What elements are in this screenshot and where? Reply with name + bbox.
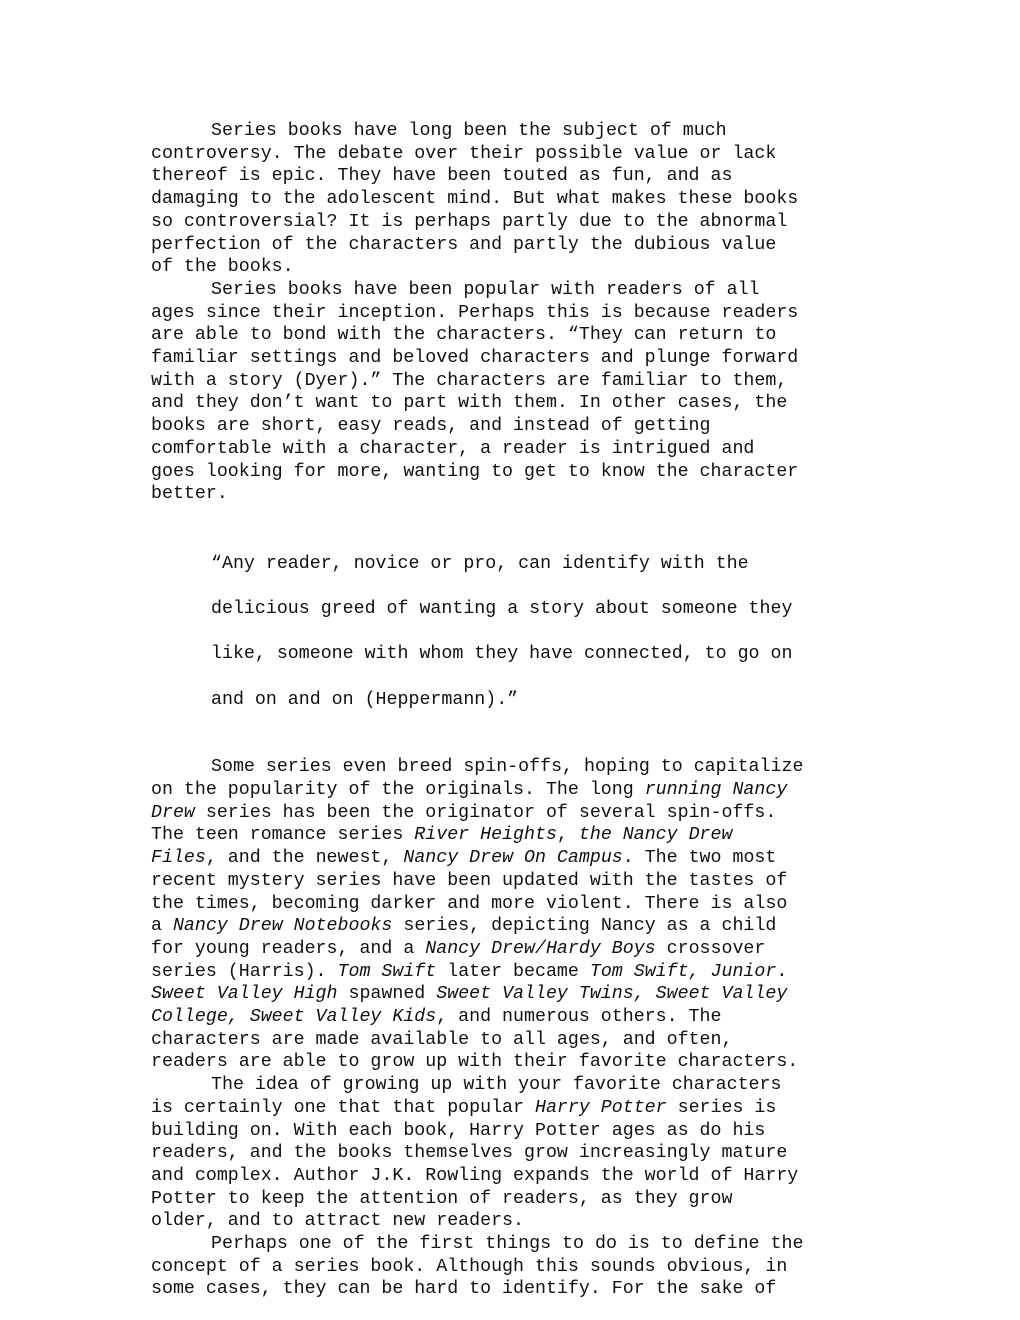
text-run: controversy. The debate over their possible value or lack bbox=[151, 143, 777, 164]
text-run: series, depicting Nancy as a child bbox=[392, 916, 777, 937]
block-quote bbox=[211, 530, 863, 734]
text-run: books are short, easy reads, and instead of getting bbox=[151, 416, 711, 437]
text-run: concept of a series book. Although this sounds obvious, in bbox=[151, 1256, 788, 1277]
text-run: with a story (Dyer).” The characters are familiar to them, bbox=[151, 370, 788, 391]
text-run: goes looking for more, wanting to get to know the character bbox=[151, 461, 799, 482]
text-run: characters are made available to all ages, and often, bbox=[151, 1029, 733, 1050]
text-line bbox=[151, 144, 776, 164]
text-run: readers, and the books themselves grow increasingly mature bbox=[151, 1143, 788, 1164]
text-run: Potter to keep the attention of readers, as they grow bbox=[151, 1188, 733, 1209]
quote-line: and on and on (Heppermann).” bbox=[211, 689, 519, 710]
italic-title: Sweet Valley Twins, Sweet Valley bbox=[436, 984, 788, 1005]
quote-line: delicious greed of wanting a story about someone they bbox=[211, 599, 793, 620]
text-line bbox=[151, 348, 798, 368]
text-line bbox=[151, 848, 776, 868]
text-run: a bbox=[151, 916, 173, 937]
italic-title: Drew bbox=[151, 802, 195, 823]
paragraph-5 bbox=[151, 1233, 863, 1301]
text-line bbox=[151, 439, 754, 459]
text-run: , and numerous others. The bbox=[436, 1007, 722, 1028]
text-line bbox=[151, 484, 228, 504]
text-line bbox=[151, 894, 787, 914]
text-run: some cases, they can be hard to identify. For the sake of bbox=[151, 1279, 777, 1300]
text-line bbox=[151, 825, 732, 845]
text-line bbox=[151, 1166, 798, 1186]
text-run: building on. With each book, Harry Potter ages as do his bbox=[151, 1120, 766, 1141]
text-run: so controversial? It is perhaps partly due to the abnormal bbox=[151, 211, 788, 232]
text-run: spawned bbox=[337, 984, 437, 1005]
text-line bbox=[151, 212, 787, 232]
text-run: Perhaps one of the first things to do is to define the bbox=[211, 1234, 804, 1255]
text-run: . bbox=[776, 961, 788, 982]
text-line bbox=[211, 1075, 781, 1095]
text-run: The idea of growing up with your favorite characters bbox=[211, 1075, 782, 1096]
document-body bbox=[151, 120, 863, 1301]
text-run: is certainly one that that popular bbox=[151, 1097, 535, 1118]
paragraph-4 bbox=[151, 1074, 863, 1233]
text-run: and they don’t want to part with them. In other cases, the bbox=[151, 393, 788, 414]
text-run: for young readers, and a bbox=[151, 938, 426, 959]
italic-title: Nancy Drew On Campus bbox=[403, 848, 623, 869]
text-run: familiar settings and beloved characters and plunge forward bbox=[151, 348, 799, 369]
text-line bbox=[211, 121, 727, 141]
text-line bbox=[151, 1257, 787, 1277]
text-run: readers are able to grow up with their favorite characters. bbox=[151, 1052, 799, 1073]
paragraph-1 bbox=[151, 120, 863, 279]
text-run: The teen romance series bbox=[151, 825, 415, 846]
text-line bbox=[151, 984, 787, 1004]
text-line bbox=[151, 916, 776, 936]
text-line bbox=[151, 1279, 776, 1299]
text-run: recent mystery series have been updated with the tastes of bbox=[151, 870, 788, 891]
quote-line: “Any reader, novice or pro, can identify with the bbox=[211, 553, 749, 574]
text-line bbox=[151, 962, 787, 982]
italic-title: Tom Swift bbox=[337, 961, 437, 982]
text-run: better. bbox=[151, 484, 228, 505]
text-run: older, and to attract new readers. bbox=[151, 1211, 524, 1232]
italic-title: the Nancy Drew bbox=[578, 825, 733, 846]
italic-title: running Nancy bbox=[644, 779, 788, 800]
text-line bbox=[211, 280, 760, 300]
text-run: , and the newest, bbox=[205, 848, 404, 869]
text-line bbox=[151, 1211, 524, 1231]
text-run: on the popularity of the originals. The long bbox=[151, 779, 645, 800]
text-run: perfection of the characters and partly the dubious value bbox=[151, 234, 777, 255]
text-line bbox=[151, 393, 787, 413]
italic-title: Nancy Drew Notebooks bbox=[172, 916, 393, 937]
paragraph-2 bbox=[151, 279, 863, 506]
text-run: crossover bbox=[655, 938, 766, 959]
text-run: later became bbox=[436, 961, 590, 982]
text-line bbox=[151, 939, 765, 959]
text-line bbox=[151, 371, 787, 391]
text-line bbox=[151, 871, 787, 891]
text-run: series has been the originator of several spin-offs. bbox=[194, 802, 777, 823]
italic-title: Nancy Drew/Hardy Boys bbox=[425, 938, 656, 959]
text-line bbox=[151, 303, 798, 323]
italic-title: Sweet Valley High bbox=[151, 984, 338, 1005]
text-run: and complex. Author J.K. Rowling expands the world of Harry bbox=[151, 1165, 799, 1186]
text-run: series is bbox=[666, 1097, 777, 1118]
text-line bbox=[151, 1189, 732, 1209]
text-run: , bbox=[556, 825, 579, 846]
text-line bbox=[151, 325, 776, 345]
text-line bbox=[151, 235, 776, 255]
text-run: series (Harris). bbox=[151, 961, 338, 982]
italic-title: Tom Swift, Junior bbox=[589, 961, 777, 982]
text-run: damaging to the adolescent mind. But what makes these books bbox=[151, 189, 799, 210]
italic-title: River Heights bbox=[414, 825, 557, 846]
text-line bbox=[151, 189, 798, 209]
text-line bbox=[151, 462, 798, 482]
text-run: . The two most bbox=[622, 848, 777, 869]
text-run: ages since their inception. Perhaps this is because readers bbox=[151, 302, 799, 323]
text-line bbox=[151, 1007, 721, 1027]
text-line bbox=[151, 1121, 765, 1141]
quote-line: like, someone with whom they have connected, to go on bbox=[211, 644, 793, 665]
italic-title: Harry Potter bbox=[534, 1097, 667, 1118]
text-line bbox=[151, 1052, 798, 1072]
text-line bbox=[151, 780, 787, 800]
text-line bbox=[151, 1098, 776, 1118]
text-run: Series books have been popular with readers of all bbox=[211, 279, 760, 300]
text-run: the times, becoming darker and more violent. There is also bbox=[151, 893, 788, 914]
text-line bbox=[151, 416, 711, 436]
text-line bbox=[211, 1234, 803, 1254]
italic-title: Files bbox=[151, 848, 206, 869]
text-line bbox=[211, 757, 803, 777]
text-run: Series books have long been the subject of much bbox=[211, 121, 727, 141]
text-run: of the books. bbox=[151, 257, 294, 278]
text-line bbox=[151, 1030, 732, 1050]
text-line bbox=[151, 257, 294, 277]
text-run: thereof is epic. They have been touted as fun, and as bbox=[151, 166, 733, 187]
text-line bbox=[151, 803, 776, 823]
italic-title: College, Sweet Valley Kids bbox=[151, 1007, 437, 1028]
text-run: comfortable with a character, a reader is intrigued and bbox=[151, 438, 755, 459]
text-run: are able to bond with the characters. “They can return to bbox=[151, 325, 777, 346]
text-run: Some series even breed spin-offs, hoping to capitalize bbox=[211, 757, 804, 778]
text-line bbox=[151, 1143, 787, 1163]
paragraph-3 bbox=[151, 756, 863, 1074]
text-line bbox=[151, 166, 732, 186]
